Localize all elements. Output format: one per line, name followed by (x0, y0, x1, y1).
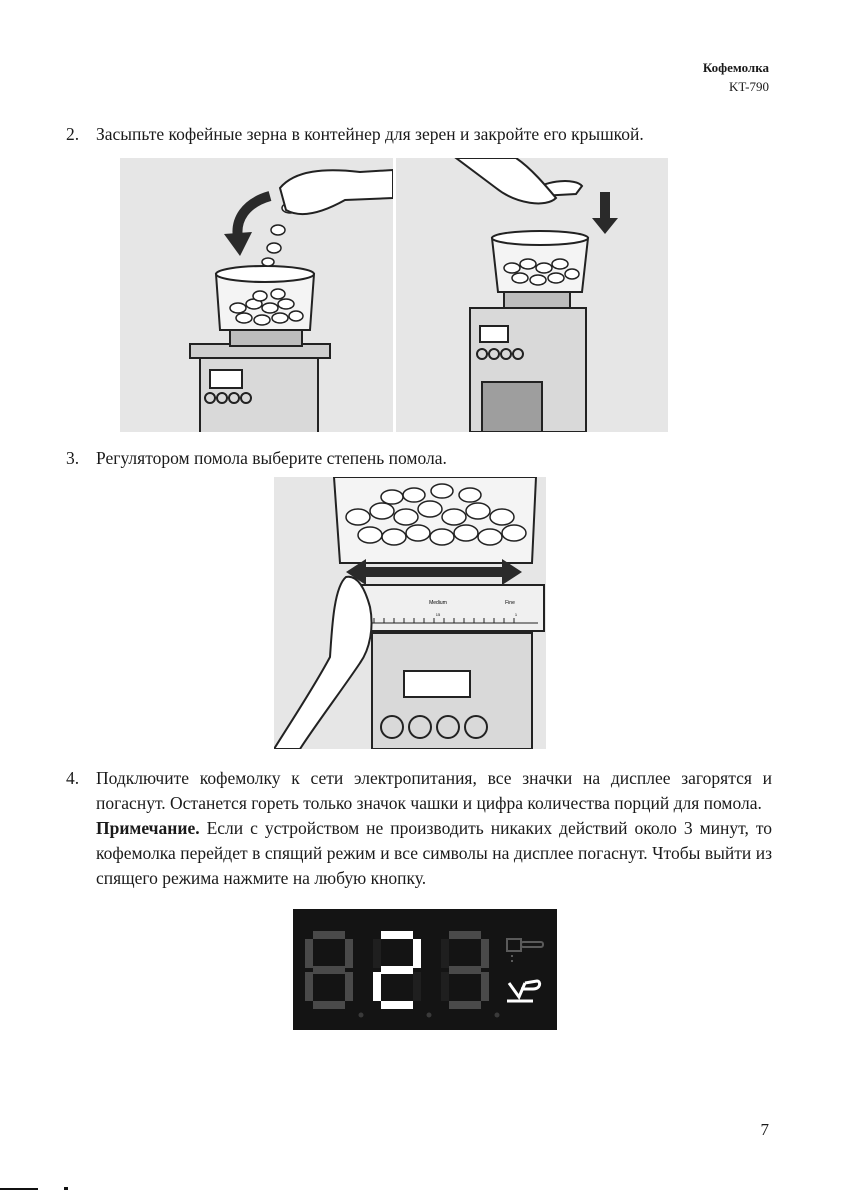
figure-pour-beans (120, 158, 393, 432)
digit-segment (413, 972, 421, 1001)
footer-mark (64, 1187, 68, 1190)
digit-segment (381, 931, 413, 939)
page-header (703, 58, 769, 96)
led-display (293, 909, 557, 1030)
figure-grind-dial (274, 477, 546, 749)
digit-segment (449, 931, 481, 939)
figure-close-lid (396, 158, 668, 432)
digit-segment (381, 1001, 413, 1009)
digit-segment (305, 939, 313, 968)
display-digit (373, 931, 432, 1018)
digit-segment (305, 972, 313, 1001)
page-number: 7 (760, 1120, 769, 1139)
digit-segment (313, 931, 345, 939)
digit-segment (373, 972, 381, 1001)
digit-segment (413, 939, 421, 968)
step-number: 3. (66, 448, 80, 468)
dial-label-fine: Fine (505, 600, 515, 606)
note-text: Если с устройством не производить никаких действий около 3 минут, то кофемолка перейдет в спящий режим и все символы на дисплее погаснут. Чтобы выйти из спящего режима нажмите на любую кнопку. (96, 818, 772, 888)
digit-segment (313, 966, 345, 974)
step-number: 4. (66, 768, 80, 788)
digit-dot (359, 1013, 364, 1018)
digit-segment (441, 939, 449, 968)
digit-segment (441, 972, 449, 1001)
footer-rule (0, 1188, 38, 1190)
dial-label-medium: Medium (429, 600, 447, 606)
step-text: Подключите кофемолку к сети электропитания, все значки на дисплее загорятся и погаснут. Останется гореть только значок чашки и цифра количества порций для помола. (96, 768, 772, 813)
step-number: 2. (66, 124, 80, 144)
digit-segment (373, 939, 381, 968)
dial-value-fine: 1 (514, 612, 518, 617)
digit-dot (495, 1013, 500, 1018)
digit-segment (449, 966, 481, 974)
digit-segment (381, 966, 413, 974)
digit-segment (481, 972, 489, 1001)
step-text: Засыпьте кофейные зерна в контейнер для зерен и закройте его крышкой. (96, 124, 644, 144)
portafilter-icon (507, 939, 543, 962)
product-title: Кофемолка (702, 60, 769, 75)
digit-segment (449, 1001, 481, 1009)
dial-value-medium: 15 (435, 612, 441, 617)
product-model: KT-790 (729, 79, 769, 94)
display-digit (305, 931, 364, 1018)
step-text: Регулятором помола выберите степень помола. (96, 448, 447, 468)
digit-dot (427, 1013, 432, 1018)
step-note (96, 816, 772, 891)
digit-segment (345, 939, 353, 968)
figure-display (293, 909, 557, 1030)
display-digit (441, 931, 500, 1018)
digit-segment (481, 939, 489, 968)
digit-segment (345, 972, 353, 1001)
digit-segment (313, 1001, 345, 1009)
note-label: Примечание. (96, 818, 200, 838)
cup-icon (507, 981, 540, 1001)
